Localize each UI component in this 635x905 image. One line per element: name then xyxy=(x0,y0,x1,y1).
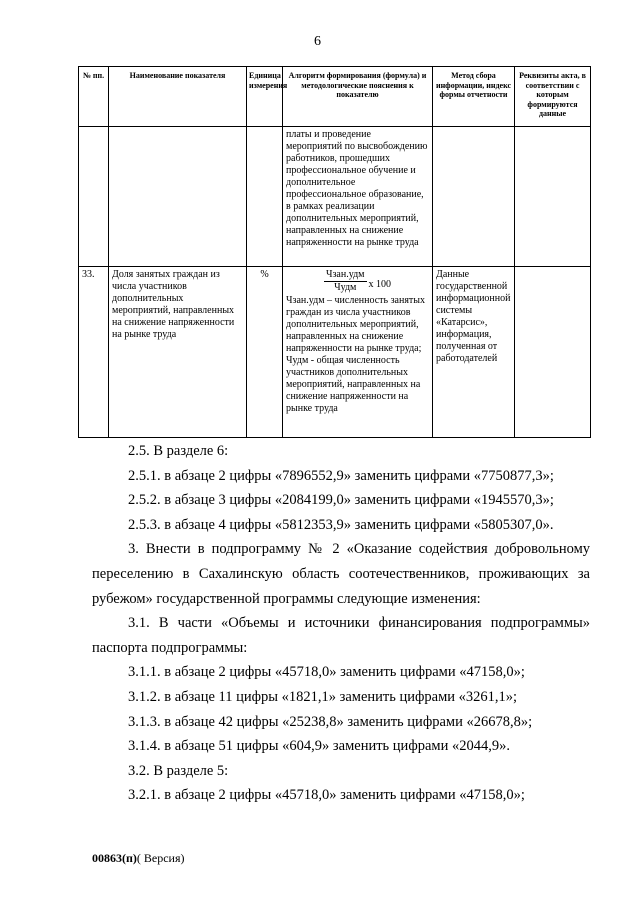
cell-unit xyxy=(247,127,283,267)
paragraph: 3.1.1. в абзаце 2 цифры «45718,0» заменить цифрами «47158,0»; xyxy=(128,664,525,681)
indicators-table xyxy=(78,66,591,438)
header-unit: Единица измерения xyxy=(247,67,283,127)
cell-name xyxy=(109,127,247,267)
paragraph: 3.1. В части «Объемы и источники финансирования подпрограммы» паспорта подпрограммы: xyxy=(92,615,590,656)
table-row xyxy=(79,267,591,438)
footer-version: ( Версия) xyxy=(136,851,185,865)
header-algorithm: Алгоритм формирования (формула) и методологические пояснения к показателю xyxy=(283,67,433,127)
paragraph: 3.1.3. в абзаце 42 цифры «25238,8» заменить цифрами «26678,8»; xyxy=(128,713,533,730)
cell-num: 33. xyxy=(79,267,109,438)
cell-algorithm: платы и проведение мероприятий по высвобождению работников, прошедших профессиональное обучение и дополнительное профессиональное образование, в рамках реализации дополнительных мероприятий, направленных на снижение напряженности на рынке труда xyxy=(283,127,433,267)
paragraph: 3.1.4. в абзаце 51 цифры «604,9» заменить цифрами «2044,9». xyxy=(128,738,510,755)
page-number: 6 xyxy=(314,34,321,49)
algorithm-explanation: Чзан.удм – численность занятых граждан из числа участников дополнительных мероприятий, направленных на снижение напряженности на рынке труда; Чудм - общая численность участников дополнительных мероприятий, направленных на снижение напряженности на рынке труда xyxy=(286,295,426,414)
header-method: Метод сбора информации, индекс формы отчетности xyxy=(433,67,515,127)
cell-unit: % xyxy=(247,267,283,438)
cell-requisites xyxy=(515,127,591,267)
paragraph: 2.5.3. в абзаце 4 цифры «5812353,9» заменить цифрами «5805307,0». xyxy=(128,516,554,533)
cell-method xyxy=(433,127,515,267)
formula-fraction xyxy=(324,269,367,294)
formula-multiplier: x 100 xyxy=(368,278,392,290)
document-body xyxy=(92,439,590,808)
paragraph: 3. Внести в подпрограмму № 2 «Оказание содействия добровольному переселению в Сахалинскую область соотечественников, проживающих за рубежом» государственной программы следующие изменения: xyxy=(92,541,590,607)
formula-denominator: Чудм xyxy=(334,282,357,293)
cell-num xyxy=(79,127,109,267)
paragraph: 3.2. В разделе 5: xyxy=(128,762,229,779)
paragraph: 3.2.1. в абзаце 2 цифры «45718,0» заменить цифрами «47158,0»; xyxy=(128,787,525,804)
header-requisites: Реквизиты акта, в соответствии с которым формируются данные xyxy=(515,67,591,127)
formula-numerator: Чзан.удм xyxy=(325,269,365,280)
cell-method: Данные государственной информационной системы «Катарсис», информация, полученная от работодателей xyxy=(433,267,515,438)
footer-code: 00863(п) xyxy=(92,851,137,865)
header-name: Наименование показателя xyxy=(109,67,247,127)
cell-requisites xyxy=(515,267,591,438)
paragraph: 2.5.1. в абзаце 2 цифры «7896552,9» заменить цифрами «7750877,3»; xyxy=(128,467,554,484)
paragraph: 2.5.2. в абзаце 3 цифры «2084199,0» заменить цифрами «1945570,3»; xyxy=(128,492,554,509)
header-num: № пп. xyxy=(79,67,109,127)
table-header-row xyxy=(79,67,591,127)
paragraph: 3.1.2. в абзаце 11 цифры «1821,1» заменить цифрами «3261,1»; xyxy=(128,688,518,705)
cell-algorithm xyxy=(283,267,433,438)
table-row xyxy=(79,127,591,267)
paragraph: 2.5. В разделе 6: xyxy=(128,443,229,459)
formula xyxy=(286,269,429,294)
document-footer xyxy=(92,851,185,866)
cell-name: Доля занятых граждан из числа участников дополнительных мероприятий, направленных на снижение напряженности на рынке труда xyxy=(109,267,247,438)
